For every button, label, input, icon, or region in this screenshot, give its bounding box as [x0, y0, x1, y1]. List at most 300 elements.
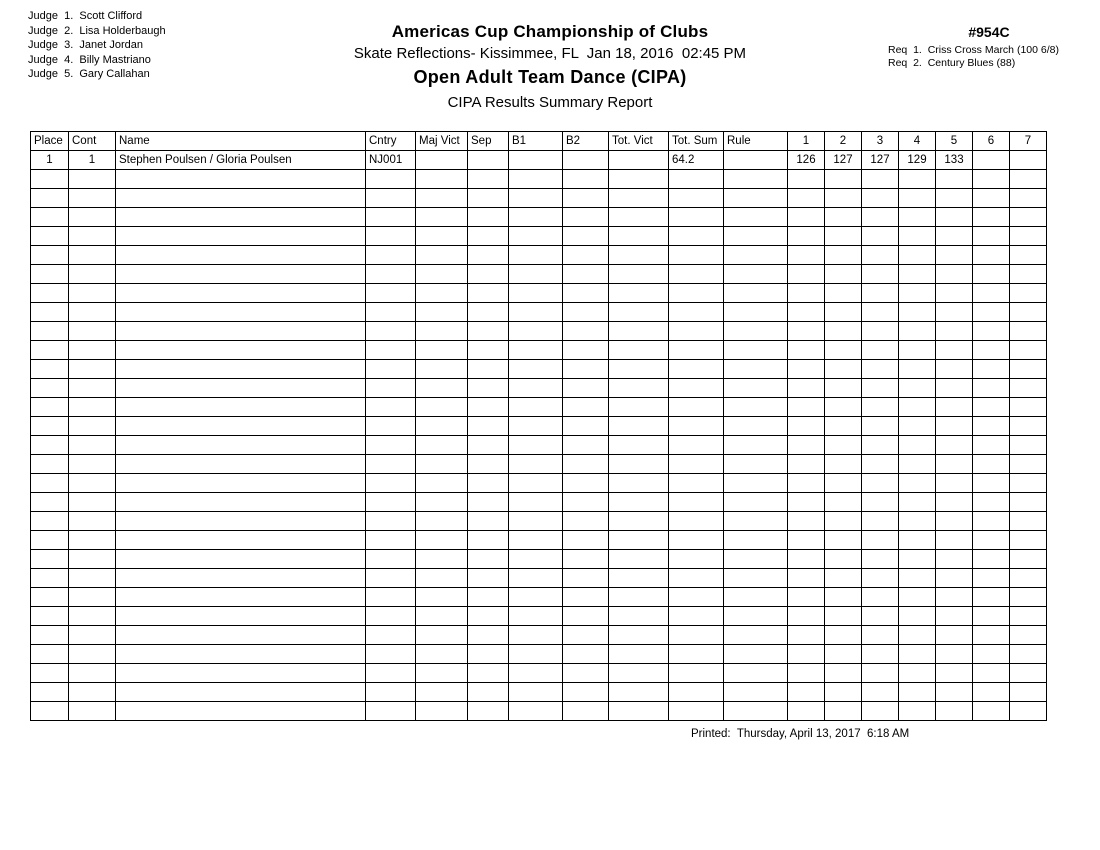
- table-cell: [899, 455, 936, 474]
- table-cell: [563, 588, 609, 607]
- table-cell: [669, 531, 724, 550]
- results-table-body: [31, 151, 1047, 721]
- table-cell: [31, 607, 69, 626]
- table-cell: [1010, 379, 1047, 398]
- table-cell: [116, 284, 366, 303]
- table-cell: [724, 493, 788, 512]
- table-cell: [116, 417, 366, 436]
- table-cell: [31, 683, 69, 702]
- table-cell: [116, 265, 366, 284]
- table-cell: [69, 227, 116, 246]
- table-cell: [31, 284, 69, 303]
- table-cell: [724, 626, 788, 645]
- table-cell: [899, 626, 936, 645]
- table-cell: [973, 588, 1010, 607]
- table-cell: [31, 474, 69, 493]
- table-cell: [609, 360, 669, 379]
- table-cell: [563, 284, 609, 303]
- table-cell: [563, 436, 609, 455]
- table-cell: [825, 664, 862, 683]
- table-cell: [825, 246, 862, 265]
- table-cell: [862, 512, 899, 531]
- table-cell: [1010, 569, 1047, 588]
- table-cell: [563, 474, 609, 493]
- table-cell: [366, 455, 416, 474]
- table-cell: [609, 626, 669, 645]
- table-cell: [724, 284, 788, 303]
- table-cell: [899, 664, 936, 683]
- table-cell: [862, 436, 899, 455]
- table-cell: [973, 664, 1010, 683]
- table-cell: [116, 531, 366, 550]
- table-row: [31, 208, 1047, 227]
- table-cell: [973, 512, 1010, 531]
- table-cell: [416, 702, 468, 721]
- table-cell: [1010, 151, 1047, 170]
- table-cell: [116, 208, 366, 227]
- table-row: [31, 645, 1047, 664]
- table-row: [31, 531, 1047, 550]
- table-cell: [31, 588, 69, 607]
- table-cell: [116, 189, 366, 208]
- table-cell: [31, 645, 69, 664]
- table-cell: [509, 170, 563, 189]
- table-cell: [936, 417, 973, 436]
- venue-date-line: Skate Reflections- Kissimmee, FL Jan 18, 2016 02:45 PM: [353, 45, 747, 62]
- table-row: [31, 588, 1047, 607]
- table-cell: [788, 683, 825, 702]
- table-cell: [366, 626, 416, 645]
- table-cell: [69, 607, 116, 626]
- table-cell: [825, 379, 862, 398]
- table-cell: [825, 493, 862, 512]
- column-header: 7: [1010, 132, 1047, 151]
- table-cell: [609, 265, 669, 284]
- table-cell: 127: [825, 151, 862, 170]
- table-cell: [468, 227, 509, 246]
- table-cell: [509, 189, 563, 208]
- table-cell: [609, 303, 669, 322]
- table-cell: [366, 246, 416, 265]
- table-cell: [724, 170, 788, 189]
- table-row: [31, 550, 1047, 569]
- table-cell: [563, 208, 609, 227]
- table-cell: [825, 170, 862, 189]
- table-cell: [31, 227, 69, 246]
- table-cell: [669, 455, 724, 474]
- table-cell: [788, 227, 825, 246]
- table-row: [31, 683, 1047, 702]
- table-cell: [69, 550, 116, 569]
- table-cell: [416, 227, 468, 246]
- column-header: B1: [509, 132, 563, 151]
- table-cell: [69, 398, 116, 417]
- table-cell: [973, 322, 1010, 341]
- table-cell: [509, 474, 563, 493]
- table-cell: [825, 683, 862, 702]
- table-cell: [468, 664, 509, 683]
- table-row: [31, 569, 1047, 588]
- table-cell: [31, 341, 69, 360]
- table-cell: [31, 569, 69, 588]
- table-cell: [31, 379, 69, 398]
- table-cell: [69, 455, 116, 474]
- table-cell: [724, 683, 788, 702]
- table-cell: [366, 512, 416, 531]
- table-cell: [1010, 341, 1047, 360]
- table-cell: [69, 265, 116, 284]
- judge-line: Judge 5. Gary Callahan: [28, 68, 150, 80]
- table-cell: [862, 493, 899, 512]
- table-cell: [724, 588, 788, 607]
- column-header: 1: [788, 132, 825, 151]
- table-cell: [509, 702, 563, 721]
- table-cell: [69, 322, 116, 341]
- table-cell: [31, 189, 69, 208]
- table-cell: [788, 474, 825, 493]
- table-cell: [366, 341, 416, 360]
- table-cell: [31, 265, 69, 284]
- table-cell: [788, 645, 825, 664]
- table-cell: [416, 455, 468, 474]
- table-cell: [788, 303, 825, 322]
- table-cell: NJ001: [366, 151, 416, 170]
- table-cell: [69, 493, 116, 512]
- table-cell: [862, 303, 899, 322]
- table-cell: [1010, 645, 1047, 664]
- table-cell: [609, 664, 669, 683]
- table-cell: [509, 626, 563, 645]
- table-cell: [788, 322, 825, 341]
- table-cell: [416, 189, 468, 208]
- table-cell: 64.2: [669, 151, 724, 170]
- table-cell: [899, 189, 936, 208]
- table-cell: [1010, 208, 1047, 227]
- table-cell: [1010, 265, 1047, 284]
- table-cell: [366, 436, 416, 455]
- table-cell: [366, 379, 416, 398]
- table-cell: [825, 550, 862, 569]
- table-row: [31, 702, 1047, 721]
- table-cell: [116, 246, 366, 265]
- table-cell: [416, 550, 468, 569]
- table-cell: [563, 417, 609, 436]
- table-cell: [416, 626, 468, 645]
- table-cell: [116, 512, 366, 531]
- table-cell: [724, 645, 788, 664]
- table-cell: [724, 512, 788, 531]
- judge-line: Judge 1. Scott Clifford: [28, 10, 143, 22]
- table-cell: [788, 626, 825, 645]
- table-cell: [609, 322, 669, 341]
- table-cell: [31, 170, 69, 189]
- table-cell: [669, 284, 724, 303]
- table-cell: [609, 170, 669, 189]
- table-cell: [669, 569, 724, 588]
- table-cell: [899, 531, 936, 550]
- table-cell: [825, 303, 862, 322]
- table-cell: [788, 398, 825, 417]
- table-cell: [416, 265, 468, 284]
- table-row: [31, 455, 1047, 474]
- table-cell: [669, 588, 724, 607]
- table-cell: [609, 341, 669, 360]
- table-cell: [69, 170, 116, 189]
- table-cell: [936, 398, 973, 417]
- table-cell: Stephen Poulsen / Gloria Poulsen: [116, 151, 366, 170]
- table-cell: [862, 360, 899, 379]
- table-row: [31, 512, 1047, 531]
- table-row: [31, 626, 1047, 645]
- table-cell: [468, 436, 509, 455]
- table-cell: [973, 341, 1010, 360]
- table-cell: [116, 626, 366, 645]
- table-cell: [973, 493, 1010, 512]
- table-cell: [1010, 360, 1047, 379]
- table-cell: [1010, 702, 1047, 721]
- column-header: Tot. Sum: [669, 132, 724, 151]
- table-cell: [116, 683, 366, 702]
- table-cell: [609, 398, 669, 417]
- table-cell: [116, 455, 366, 474]
- table-cell: [936, 474, 973, 493]
- table-cell: 126: [788, 151, 825, 170]
- table-cell: [825, 569, 862, 588]
- table-cell: [973, 455, 1010, 474]
- table-cell: [69, 189, 116, 208]
- table-cell: [563, 607, 609, 626]
- printed-timestamp: Printed: Thursday, April 13, 2017 6:18 AM: [691, 728, 910, 740]
- table-cell: [724, 360, 788, 379]
- table-cell: [788, 379, 825, 398]
- table-cell: [31, 398, 69, 417]
- table-cell: [669, 702, 724, 721]
- table-cell: [468, 208, 509, 227]
- table-cell: [788, 265, 825, 284]
- table-cell: [936, 645, 973, 664]
- table-cell: [609, 569, 669, 588]
- table-cell: [669, 664, 724, 683]
- table-cell: [366, 189, 416, 208]
- table-cell: [724, 265, 788, 284]
- table-cell: [724, 436, 788, 455]
- table-cell: [724, 417, 788, 436]
- table-cell: [563, 645, 609, 664]
- table-cell: [862, 170, 899, 189]
- table-cell: [416, 398, 468, 417]
- table-cell: [669, 360, 724, 379]
- table-cell: [366, 417, 416, 436]
- table-cell: [899, 588, 936, 607]
- table-cell: [563, 455, 609, 474]
- table-cell: [69, 284, 116, 303]
- table-cell: [973, 569, 1010, 588]
- table-cell: [31, 702, 69, 721]
- table-cell: [862, 664, 899, 683]
- table-cell: [509, 151, 563, 170]
- table-cell: [973, 398, 1010, 417]
- table-cell: [724, 246, 788, 265]
- table-cell: [936, 607, 973, 626]
- table-cell: [609, 227, 669, 246]
- table-cell: [416, 683, 468, 702]
- table-cell: [899, 284, 936, 303]
- table-cell: [669, 683, 724, 702]
- table-cell: [509, 493, 563, 512]
- table-cell: [973, 265, 1010, 284]
- requirement-line: Req 2. Century Blues (88): [888, 57, 1016, 69]
- table-cell: [862, 322, 899, 341]
- table-cell: [788, 493, 825, 512]
- table-cell: [416, 645, 468, 664]
- table-cell: [936, 227, 973, 246]
- table-cell: [825, 512, 862, 531]
- table-cell: [116, 227, 366, 246]
- table-cell: [563, 702, 609, 721]
- table-cell: [899, 398, 936, 417]
- table-cell: [468, 588, 509, 607]
- table-cell: [1010, 683, 1047, 702]
- table-cell: [69, 702, 116, 721]
- table-cell: [563, 626, 609, 645]
- table-row: [31, 303, 1047, 322]
- table-cell: [936, 569, 973, 588]
- table-cell: [788, 664, 825, 683]
- table-cell: [509, 512, 563, 531]
- table-cell: [468, 474, 509, 493]
- table-cell: [509, 436, 563, 455]
- table-cell: [788, 455, 825, 474]
- table-cell: [116, 322, 366, 341]
- table-cell: [825, 189, 862, 208]
- table-cell: [609, 417, 669, 436]
- table-cell: [69, 664, 116, 683]
- table-cell: [609, 284, 669, 303]
- table-cell: [862, 265, 899, 284]
- table-cell: [669, 246, 724, 265]
- table-cell: [669, 303, 724, 322]
- table-row: [31, 360, 1047, 379]
- table-cell: [825, 626, 862, 645]
- table-cell: [509, 645, 563, 664]
- table-cell: [862, 227, 899, 246]
- table-cell: [563, 379, 609, 398]
- table-row: [31, 398, 1047, 417]
- table-cell: [936, 664, 973, 683]
- table-cell: [366, 474, 416, 493]
- table-cell: [509, 550, 563, 569]
- table-cell: [669, 341, 724, 360]
- table-cell: [116, 607, 366, 626]
- table-cell: [69, 569, 116, 588]
- table-row: [31, 284, 1047, 303]
- event-info-block: [888, 24, 1090, 70]
- table-cell: [563, 664, 609, 683]
- table-cell: [69, 360, 116, 379]
- table-cell: [468, 626, 509, 645]
- table-cell: [899, 512, 936, 531]
- table-cell: [468, 702, 509, 721]
- table-cell: [563, 189, 609, 208]
- table-cell: [936, 322, 973, 341]
- table-cell: [509, 455, 563, 474]
- table-cell: [825, 322, 862, 341]
- table-cell: [936, 284, 973, 303]
- table-cell: [936, 189, 973, 208]
- table-cell: [788, 284, 825, 303]
- table-cell: [1010, 664, 1047, 683]
- table-cell: [1010, 626, 1047, 645]
- table-cell: [899, 607, 936, 626]
- table-cell: [468, 455, 509, 474]
- table-cell: [31, 322, 69, 341]
- table-cell: [788, 588, 825, 607]
- table-cell: [366, 360, 416, 379]
- table-cell: [468, 151, 509, 170]
- table-cell: [724, 227, 788, 246]
- table-cell: [899, 569, 936, 588]
- table-cell: [416, 208, 468, 227]
- table-cell: [69, 436, 116, 455]
- table-cell: [31, 246, 69, 265]
- table-cell: [366, 607, 416, 626]
- table-cell: [509, 303, 563, 322]
- table-cell: [724, 341, 788, 360]
- column-header: Maj Vict: [416, 132, 468, 151]
- table-cell: [973, 550, 1010, 569]
- column-header: 6: [973, 132, 1010, 151]
- table-cell: [416, 474, 468, 493]
- table-cell: [31, 455, 69, 474]
- table-cell: [116, 569, 366, 588]
- table-cell: [416, 322, 468, 341]
- table-cell: [669, 398, 724, 417]
- table-cell: [669, 626, 724, 645]
- judge-line: Judge 3. Janet Jordan: [28, 39, 143, 51]
- table-cell: [862, 645, 899, 664]
- table-cell: [416, 284, 468, 303]
- table-cell: [724, 151, 788, 170]
- table-cell: [1010, 303, 1047, 322]
- table-cell: [468, 683, 509, 702]
- table-cell: [862, 208, 899, 227]
- table-cell: [31, 417, 69, 436]
- table-cell: [899, 645, 936, 664]
- table-cell: [862, 379, 899, 398]
- table-cell: [936, 550, 973, 569]
- column-header: B2: [563, 132, 609, 151]
- table-cell: [563, 170, 609, 189]
- table-cell: [1010, 246, 1047, 265]
- table-cell: [899, 170, 936, 189]
- table-cell: [862, 607, 899, 626]
- table-row: [31, 322, 1047, 341]
- table-cell: [1010, 417, 1047, 436]
- table-cell: [468, 550, 509, 569]
- table-cell: [366, 683, 416, 702]
- table-cell: [973, 151, 1010, 170]
- table-cell: [862, 569, 899, 588]
- table-cell: [509, 569, 563, 588]
- table-row: [31, 189, 1047, 208]
- table-row: [31, 341, 1047, 360]
- table-cell: [724, 569, 788, 588]
- table-cell: [788, 417, 825, 436]
- table-cell: [899, 360, 936, 379]
- table-cell: [1010, 398, 1047, 417]
- table-cell: [563, 303, 609, 322]
- table-cell: [1010, 607, 1047, 626]
